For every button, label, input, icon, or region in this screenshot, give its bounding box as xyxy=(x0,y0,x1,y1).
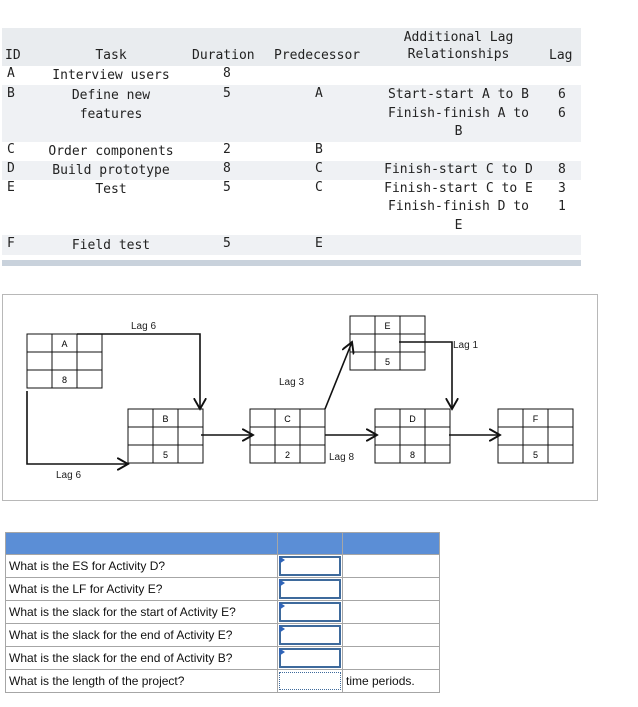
table-row xyxy=(2,180,581,199)
header-task: Task xyxy=(95,48,127,63)
row-duration: 8 xyxy=(223,66,231,81)
table-row xyxy=(2,235,581,255)
answer-cell[interactable] xyxy=(278,624,343,647)
lag-label-a-bottom: Lag 6 xyxy=(56,470,82,481)
node-id-label: C xyxy=(284,414,291,424)
row-task-line: features xyxy=(79,107,143,122)
answer-cell[interactable] xyxy=(278,555,343,578)
node-f xyxy=(498,409,573,463)
table-row xyxy=(2,85,581,142)
lag-value: 6 xyxy=(558,87,566,102)
blank-cell xyxy=(343,555,440,578)
answer-input-slack-start-e[interactable] xyxy=(279,602,341,622)
question-row xyxy=(6,601,440,624)
relationship-line: Finish-start C to D xyxy=(384,162,533,177)
row-predecessor: C xyxy=(315,161,323,176)
input-marker-icon xyxy=(279,579,285,587)
answer-cell[interactable] xyxy=(278,647,343,670)
relationship-line: Finish-finish D to xyxy=(388,199,529,214)
input-marker-icon xyxy=(279,556,285,564)
blank-cell xyxy=(343,647,440,670)
node-id-label: F xyxy=(532,414,539,424)
header-duration: Duration xyxy=(192,48,255,63)
header-additional-line2: Relationships xyxy=(407,47,510,62)
lag-value: 6 xyxy=(558,105,566,121)
row-id: D xyxy=(7,161,15,176)
row-task: Field test xyxy=(71,238,151,253)
row-duration: 8 xyxy=(223,161,231,176)
row-task: Interview users xyxy=(52,68,170,83)
row-id: C xyxy=(7,142,15,157)
question-row xyxy=(6,670,440,693)
lag-label-a-top: Lag 6 xyxy=(131,321,157,332)
blank-cell xyxy=(343,578,440,601)
table-row xyxy=(2,66,581,85)
row-duration: 5 xyxy=(223,86,231,101)
question-row xyxy=(6,555,440,578)
answer-input-project-length[interactable] xyxy=(279,672,341,690)
question-text: What is the slack for the start of Activity E? xyxy=(6,601,278,624)
table-row xyxy=(2,142,581,161)
lag-label-e-d: Lag 1 xyxy=(453,340,479,351)
row-predecessor: C xyxy=(315,180,323,195)
question-header-cell xyxy=(343,533,440,555)
lag-label-c-e: Lag 3 xyxy=(279,377,305,388)
lag-value: 3 xyxy=(558,180,566,196)
node-d xyxy=(375,409,450,463)
row-id: B xyxy=(7,86,15,101)
lag-value: 1 xyxy=(558,199,566,214)
question-text: What is the LF for Activity E? xyxy=(6,578,278,601)
relationship-line: B xyxy=(454,124,463,139)
row-task: Order components xyxy=(48,144,174,159)
node-e xyxy=(350,316,425,370)
answer-input-es-d[interactable] xyxy=(279,556,341,576)
node-id-label: B xyxy=(162,414,169,424)
row-task-line: Define new xyxy=(71,88,151,103)
row-id: E xyxy=(7,180,15,195)
network-diagram xyxy=(2,294,598,501)
header-predecessor: Predecessor xyxy=(274,48,361,63)
question-header-cell xyxy=(278,533,343,555)
row-id: F xyxy=(7,236,15,251)
node-duration-label: 5 xyxy=(384,357,391,367)
blank-cell xyxy=(343,601,440,624)
relationship-line: Finish-finish A to xyxy=(388,105,529,121)
row-lags xyxy=(558,86,566,123)
row-predecessor: B xyxy=(315,142,323,157)
row-duration: 5 xyxy=(223,236,231,251)
node-duration-label: 8 xyxy=(409,450,416,460)
question-table xyxy=(5,532,440,693)
node-id-label: A xyxy=(61,339,68,349)
network-diagram-svg xyxy=(3,295,599,502)
header-lag: Lag xyxy=(549,48,573,63)
answer-cell[interactable] xyxy=(278,670,343,693)
relationship-line: E xyxy=(454,217,463,233)
node-duration-label: 2 xyxy=(284,450,291,460)
lag-label-c-d: Lag 8 xyxy=(329,452,355,463)
question-text: What is the slack for the end of Activity B? xyxy=(6,647,278,670)
edge-a-b-finish xyxy=(27,391,128,464)
blank-cell xyxy=(343,624,440,647)
row-task: Build prototype xyxy=(52,163,170,178)
answer-input-slack-end-e[interactable] xyxy=(279,625,341,645)
relationship-line: Finish-start C to E xyxy=(384,180,533,196)
question-header-cell xyxy=(6,533,278,555)
question-text: What is the slack for the end of Activity E? xyxy=(6,624,278,647)
node-id-label: D xyxy=(409,414,416,424)
row-id: A xyxy=(7,66,15,81)
header-additional-lag xyxy=(372,29,545,63)
input-marker-icon xyxy=(279,625,285,633)
edge-c-e xyxy=(325,342,352,409)
relationship-line: Start-start A to B xyxy=(388,87,529,102)
node-duration-label: 5 xyxy=(532,450,539,460)
question-row xyxy=(6,624,440,647)
input-marker-icon xyxy=(279,648,285,656)
row-duration: 2 xyxy=(223,142,231,157)
answer-cell[interactable] xyxy=(278,601,343,624)
row-duration: 5 xyxy=(223,180,231,195)
node-duration-label: 5 xyxy=(162,450,169,460)
question-text: What is the ES for Activity D? xyxy=(6,555,278,578)
header-additional-line1: Additional Lag xyxy=(403,30,514,45)
unit-label: time periods. xyxy=(346,674,415,688)
question-row xyxy=(6,647,440,670)
answer-input-slack-end-b[interactable] xyxy=(279,648,341,668)
row-task xyxy=(36,86,186,124)
row-predecessor: E xyxy=(315,236,323,251)
row-task: Test xyxy=(95,182,127,197)
nodes-layer xyxy=(27,316,573,463)
row-relationships xyxy=(372,86,545,142)
header-id: ID xyxy=(5,48,21,63)
node-id-label: E xyxy=(384,321,391,331)
row-predecessor: A xyxy=(315,86,323,101)
question-text: What is the length of the project? xyxy=(6,670,278,693)
node-c xyxy=(250,409,325,463)
question-row xyxy=(6,578,440,601)
input-marker-icon xyxy=(279,602,285,610)
node-b xyxy=(128,409,203,463)
answer-cell[interactable] xyxy=(278,578,343,601)
table-bottom-band xyxy=(2,260,581,266)
lag-value: 8 xyxy=(558,162,566,177)
answer-input-lf-e[interactable] xyxy=(279,579,341,599)
unit-cell xyxy=(343,670,440,693)
question-header-row xyxy=(6,533,440,555)
node-duration-label: 8 xyxy=(61,375,68,385)
node-a xyxy=(27,334,102,388)
